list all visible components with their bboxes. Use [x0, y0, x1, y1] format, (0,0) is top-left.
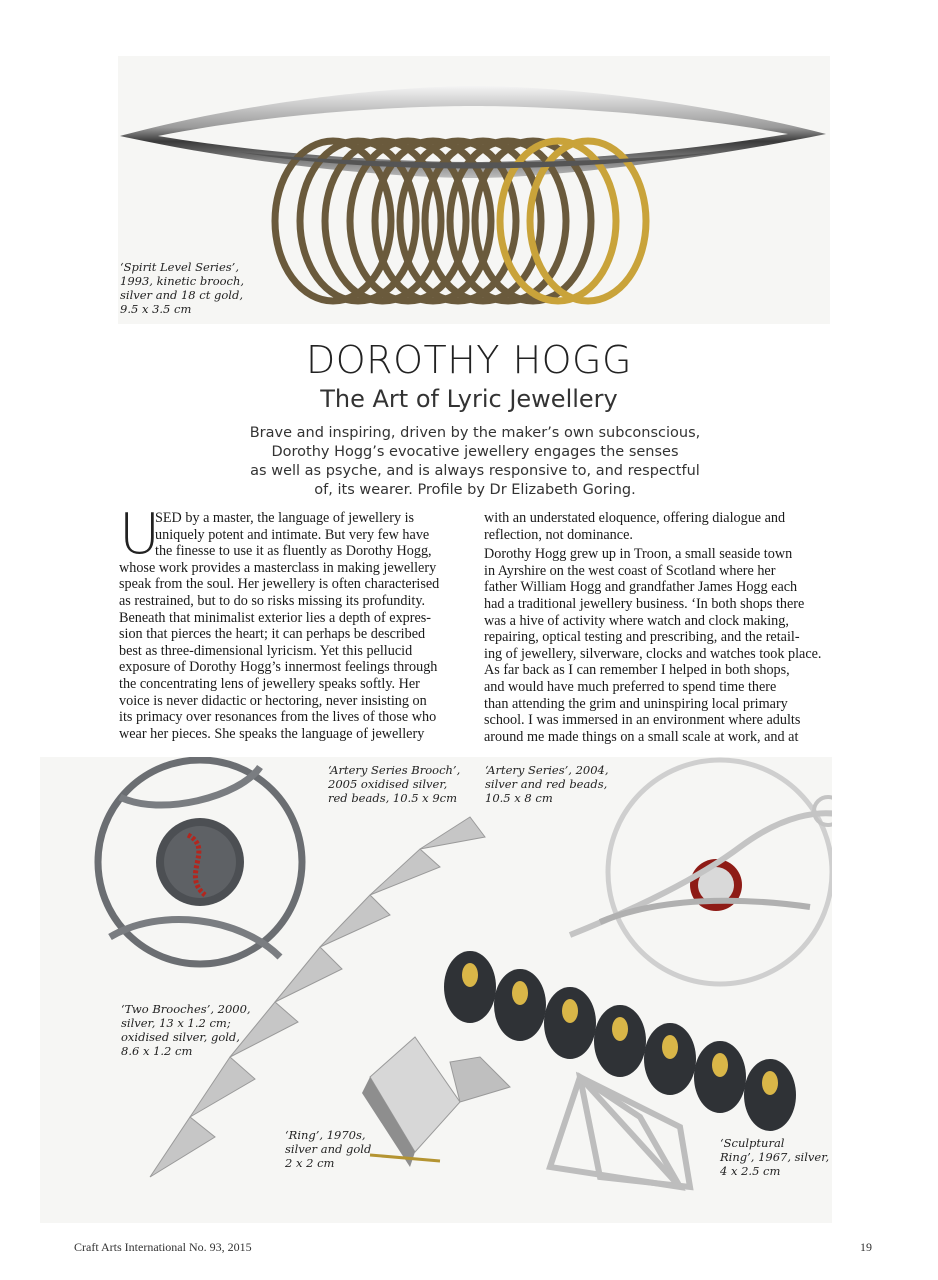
body-line: exposure of Dorothy Hogg’s innermost feelings through [119, 659, 438, 676]
artery-series-silver-illustration [570, 760, 832, 984]
caption-ring [285, 1128, 371, 1170]
standfirst-line: as well as psyche, and is always responsive to, and respectful [250, 463, 700, 479]
caption-line: ‘Artery Series’, 2004, [485, 763, 609, 777]
article-standfirst [240, 424, 710, 500]
footer-publication: Craft Arts International No. 93, 2015 [74, 1240, 252, 1254]
body-line: whose work provides a masterclass in making jewellery [119, 559, 437, 576]
body-line: best as three-dimensional lyricism. Yet this pellucid [119, 642, 413, 659]
body-line: father William Hogg and grandfather James Hogg each [484, 579, 798, 596]
body-line: than attending the grim and uninspiring local primary [484, 695, 788, 712]
caption-line: ‘Artery Series Brooch’, [328, 763, 461, 777]
body-line: uniquely potent and intimate. But very few have [155, 526, 430, 543]
caption-line: ‘Sculptural [720, 1136, 785, 1150]
body-column-1 [119, 510, 469, 742]
body-line: reflection, not dominance. [484, 526, 633, 543]
body-line: repairing, optical testing and prescribing, and the retail- [484, 629, 800, 646]
jewellery-gallery-illustration [40, 757, 832, 1223]
standfirst-line: Brave and inspiring, driven by the maker’s own subconscious, [249, 425, 701, 441]
body-line: ing of jewellery, silverware, clocks and watches took place. [484, 645, 822, 662]
caption-line: ‘Ring’, 1970s, [285, 1128, 366, 1142]
body-line: and would have much preferred to spend time there [484, 678, 777, 695]
artery-brooch-oxidised-illustration [98, 760, 302, 964]
body-line: the finesse to use it as fluently as Dorothy Hogg, [155, 543, 432, 560]
body-line: had a traditional jewellery business. ‘In both shops there [484, 595, 805, 612]
caption-line: silver and gold [285, 1142, 372, 1156]
body-column-2 [484, 510, 834, 745]
body-line: school. I was immersed in an environment where adults [484, 712, 801, 729]
page-number: 19 [860, 1240, 872, 1254]
body-line: around me made things on a small scale at work, and at [484, 728, 799, 745]
article-title: DOROTHY HOGG [306, 338, 632, 382]
caption-line: 9.5 x 3.5 cm [120, 302, 192, 316]
body-line: with an understated eloquence, offering dialogue and [484, 510, 786, 526]
body-line: Beneath that minimalist exterior lies a depth of expres- [119, 609, 432, 626]
caption-artery-series [485, 763, 609, 805]
body-line: in Ayrshire on the west coast of Scotland where her [484, 562, 776, 579]
caption-spirit-level [120, 260, 244, 316]
caption-line: Ring’, 1967, silver, [720, 1150, 830, 1164]
body-line: SED by a master, the language of jewellery is [155, 510, 415, 526]
body-line: wear her pieces. She speaks the language of jewellery [119, 725, 425, 742]
caption-line: 2005 oxidised silver, [328, 777, 448, 791]
gallery-photo-jewellery [40, 757, 832, 1223]
body-line: voice is never didactic or hectoring, never insisting on [119, 692, 427, 709]
body-line: as restrained, but to do so risks missing its profundity. [119, 592, 426, 609]
caption-line: ‘Spirit Level Series’, [120, 260, 239, 274]
caption-line: silver and red beads, [485, 777, 608, 791]
caption-sculptural-ring [720, 1136, 829, 1178]
body-line: its primacy over resonances from the lives of those who [119, 709, 437, 726]
caption-line: silver and 18 ct gold, [120, 288, 243, 302]
article-subtitle: The Art of Lyric Jewellery [320, 385, 618, 413]
standfirst-line: Dorothy Hogg’s evocative jewellery engages the senses [271, 444, 679, 460]
body-line: Dorothy Hogg grew up in Troon, a small seaside town [484, 546, 793, 563]
standfirst-line: of, its wearer. Profile by Dr Elizabeth Goring. [314, 482, 636, 498]
caption-two-brooches [121, 1002, 251, 1058]
caption-line: 2 x 2 cm [285, 1156, 335, 1170]
caption-line: 8.6 x 1.2 cm [121, 1044, 193, 1058]
body-line: sion that pierces the heart; it can perhaps be described [119, 626, 426, 643]
caption-line: silver, 13 x 1.2 cm; [121, 1016, 231, 1030]
body-line: As far back as I can remember I helped in both shops, [484, 662, 790, 679]
caption-artery-brooch [328, 763, 460, 805]
caption-line: 10.5 x 8 cm [485, 791, 553, 805]
ring-1970s-illustration [362, 1037, 510, 1167]
body-line: speak from the soul. Her jewellery is often characterised [119, 576, 440, 593]
drop-cap: U [119, 502, 160, 567]
caption-line: 4 x 2.5 cm [720, 1164, 781, 1178]
caption-line: red beads, 10.5 x 9cm [328, 791, 457, 805]
body-line: the concentrating lens of jewellery speaks softly. Her [119, 675, 420, 692]
body-line: was a hive of activity where watch and clock making, [484, 612, 789, 629]
caption-line: oxidised silver, gold, [121, 1030, 240, 1044]
caption-line: ‘Two Brooches’, 2000, [121, 1002, 251, 1016]
caption-line: 1993, kinetic brooch, [120, 274, 245, 288]
